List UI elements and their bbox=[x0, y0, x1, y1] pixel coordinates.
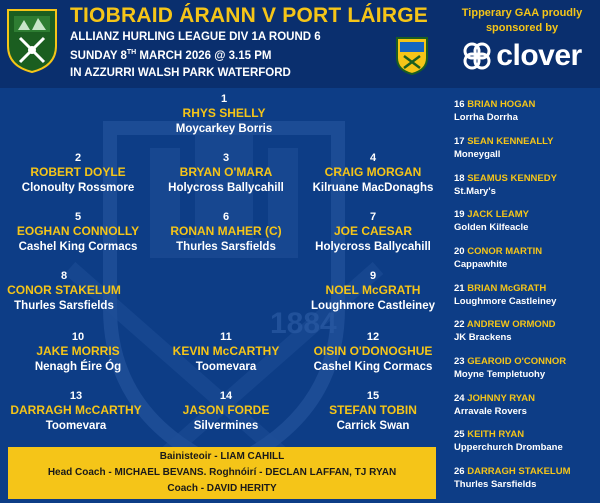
player-13: 13 DARRAGH McCARTHY Toomevara bbox=[10, 390, 142, 432]
coaches-line: Head Coach - MICHAEL BEVANS. Roghnóirí - DECLAN LAFFAN, TJ RYAN bbox=[47, 467, 397, 478]
player-14: 14 JASON FORDE Silvermines bbox=[182, 390, 270, 432]
coach-line: Coach - DAVID HERITY bbox=[167, 483, 277, 494]
management-box bbox=[8, 447, 436, 499]
club-crest-icon bbox=[395, 34, 429, 76]
sub-21: 21 BRIAN McGRATH Loughmore Castleiney bbox=[454, 283, 557, 307]
player-12: 12 OISIN O'DONOGHUE Cashel King Cormacs bbox=[313, 331, 433, 373]
player-3: 3 BRYAN O'MARA Holycross Ballycahill bbox=[168, 152, 284, 194]
sub-18: 18 SEAMUS KENNEDY St.Mary's bbox=[454, 173, 557, 197]
clover-logo bbox=[448, 38, 596, 74]
sponsor-text: Tipperary GAA proudly sponsored by bbox=[461, 7, 583, 34]
sub-26: 26 DARRAGH STAKELUM Thurles Sarsfields bbox=[454, 466, 571, 490]
sub-16: 16 BRIAN HOGAN Lorrha Dorrha bbox=[454, 99, 536, 123]
player-10: 10 JAKE MORRIS Nenagh Éire Óg bbox=[34, 331, 122, 373]
sub-19: 19 JACK LEAMY Golden Kilfeacle bbox=[454, 209, 529, 233]
team-lineup bbox=[0, 88, 448, 503]
clover-leaf-icon bbox=[462, 41, 492, 71]
date-line: SUNDAY 8TH MARCH 2026 @ 3.15 PM bbox=[70, 49, 272, 62]
sub-23: 23 GEAROID O'CONNOR Moyne Templetuohy bbox=[454, 356, 567, 380]
competition-line: ALLIANZ HURLING LEAGUE DIV 1A ROUND 6 bbox=[70, 31, 321, 43]
player-6: 6 RONAN MAHER (C) Thurles Sarsfields bbox=[170, 211, 282, 253]
player-5: 5 EOGHAN CONNOLLY Cashel King Cormacs bbox=[16, 211, 140, 253]
player-2: 2 ROBERT DOYLE Clonoulty Rossmore bbox=[21, 152, 135, 194]
player-15: 15 STEFAN TOBIN Carrick Swan bbox=[329, 390, 417, 432]
sub-20: 20 CONOR MARTIN Cappawhite bbox=[454, 246, 543, 270]
sub-25: 25 KEITH RYAN Upperchurch Drombane bbox=[454, 429, 563, 453]
player-1: 1 RHYS SHELLY Moycarkey Borris bbox=[175, 93, 273, 135]
venue-line: IN AZZURRI WALSH PARK WATERFORD bbox=[70, 67, 291, 79]
manager-line: Bainisteoir - LIAM CAHILL bbox=[159, 451, 285, 462]
player-8: 8 CONOR STAKELUM Thurles Sarsfields bbox=[7, 270, 121, 312]
watermark-year: 1884 bbox=[270, 307, 337, 340]
player-7: 7 JOE CAESAR Holycross Ballycahill bbox=[315, 211, 431, 253]
substitutes-list bbox=[448, 88, 600, 503]
sub-22: 22 ANDREW ORMOND JK Brackens bbox=[454, 319, 556, 343]
header-banner bbox=[0, 0, 600, 88]
match-title: TIOBRAID ÁRANN V PORT LÁIRGE bbox=[70, 4, 428, 27]
tipperary-crest-icon bbox=[6, 8, 58, 74]
player-11: 11 KEVIN McCARTHY Toomevara bbox=[172, 331, 280, 373]
player-4: 4 CRAIG MORGAN Kilruane MacDonaghs bbox=[312, 152, 434, 194]
sub-17: 17 SEAN KENNEALLY Moneygall bbox=[454, 136, 554, 160]
player-9: 9 NOEL McGRATH Loughmore Castleiney bbox=[311, 270, 435, 312]
sub-24: 24 JOHNNY RYAN Arravale Rovers bbox=[454, 393, 535, 417]
clover-wordmark: clover bbox=[496, 39, 582, 72]
